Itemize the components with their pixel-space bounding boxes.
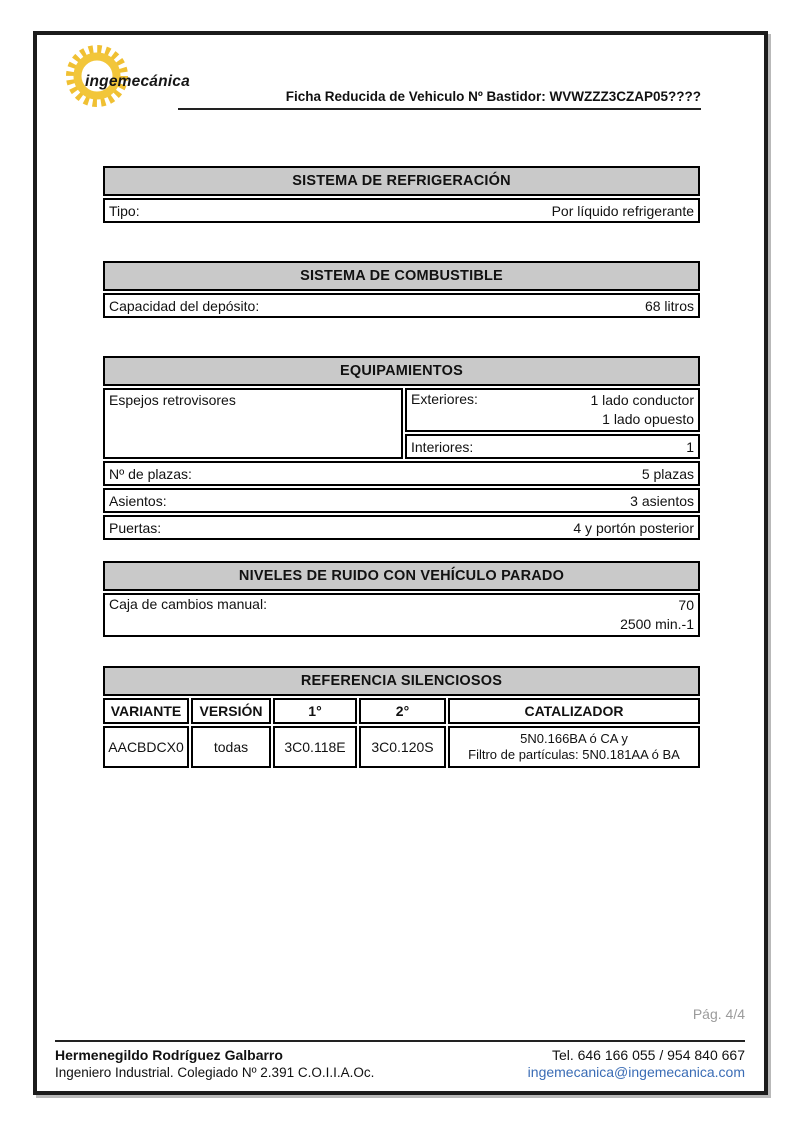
table-combustible-title: SISTEMA DE COMBUSTIBLE [103,261,700,291]
silenciosos-data-row [103,726,700,768]
equip-exterior-cell [405,388,700,432]
exterior-value-line2: 1 lado opuesto [602,411,694,427]
noise-value-line1: 70 [678,597,694,613]
table-refrigeracion [103,166,700,223]
cell-2: 3C0.120S [359,726,446,768]
column-header: CATALIZADOR [448,698,700,724]
table-equipamientos [103,356,700,540]
table-row [103,515,700,540]
row-value [620,596,694,634]
footer-author-block [55,1046,374,1081]
contact-email-link[interactable]: ingemecanica@ingemecanica.com [527,1064,745,1080]
table-silenciosos-title: REFERENCIA SILENCIOSOS [103,666,700,696]
row-value: 5 plazas [641,465,694,482]
page-indicator: Pág. 4/4 [692,1006,745,1022]
row-label: Asientos: [109,492,167,509]
row-value: 3 asientos [630,492,694,509]
table-row [103,461,700,486]
column-header: VARIANTE [103,698,189,724]
table-row [103,593,700,637]
doc-reference-header: Ficha Reducida de Vehiculo Nº Bastidor: WVWZZZ3CZAP05???? [178,89,701,110]
silenciosos-header-row [103,698,700,724]
cell-1: 3C0.118E [273,726,357,768]
author-title: Ingeniero Industrial. Colegiado Nº 2.391 C.O.I.I.A.Oc. [55,1065,375,1080]
equip-mirror-label: Espejos retrovisores [103,388,403,459]
brand-name: ingemecánica [85,73,190,90]
equip-mirror-block [103,388,700,459]
equip-interior-cell [405,434,700,459]
column-header: 2° [359,698,446,724]
footer-divider [55,1040,745,1042]
footer [55,1046,745,1081]
table-row [103,488,700,513]
table-ruido-title: NIVELES DE RUIDO CON VEHÍCULO PARADO [103,561,700,591]
row-value: 4 y portón posterior [573,519,694,536]
exterior-value-line1: 1 lado conductor [590,392,694,408]
cell-version: todas [191,726,271,768]
row-label: Caja de cambios manual: [109,596,267,612]
row-value [590,391,694,429]
equip-mirror-details [405,388,700,459]
catalizador-line2: Filtro de partículas: 5N0.181AA ó BA [468,747,680,762]
contact-phone: Tel. 646 166 055 / 954 840 667 [551,1047,745,1063]
column-header: 1° [273,698,357,724]
footer-contact-block [528,1046,745,1081]
catalizador-line1: 5N0.166BA ó CA y [520,731,628,746]
column-header: VERSIÓN [191,698,271,724]
row-value: Por líquido refrigerante [551,202,694,219]
table-equipamientos-title: EQUIPAMIENTOS [103,356,700,386]
table-row [103,198,700,223]
table-refrigeracion-title: SISTEMA DE REFRIGERACIÓN [103,166,700,196]
row-label: Nº de plazas: [109,465,192,482]
cell-variante: AACBDCX0 [103,726,189,768]
row-label: Puertas: [109,519,162,536]
table-row [103,293,700,318]
table-ruido [103,561,700,637]
page-border-frame [33,31,768,1095]
row-label: Interiores: [411,438,474,455]
row-label: Capacidad del depósito: [109,297,260,314]
author-name: Hermenegildo Rodríguez Galbarro [55,1047,283,1063]
row-value: 1 [686,438,694,455]
cell-catalizador [448,726,700,768]
row-label: Exteriores: [411,391,478,407]
row-label: Tipo: [109,202,140,219]
row-value: 68 litros [644,297,694,314]
table-silenciosos [103,666,700,768]
table-combustible [103,261,700,318]
noise-value-line2: 2500 min.-1 [620,616,694,632]
